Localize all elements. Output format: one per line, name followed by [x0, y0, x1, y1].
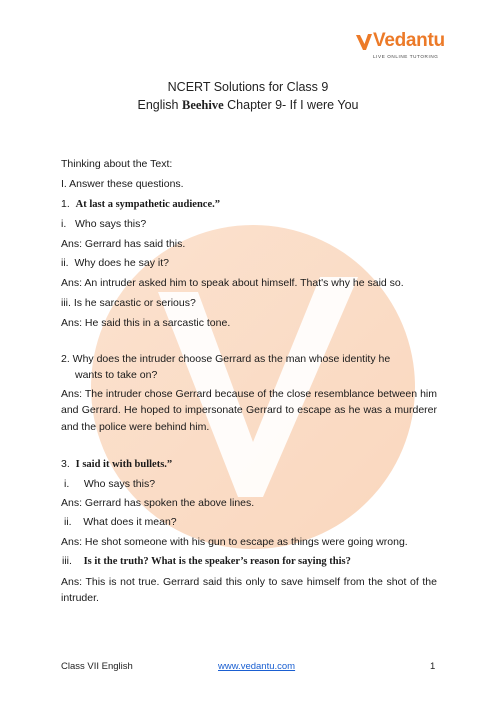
logo-tagline: LIVE ONLINE TUTORING: [373, 54, 439, 59]
footer-website-link[interactable]: www.vedantu.com: [218, 661, 296, 672]
question-3-i: i. Who says this?: [64, 478, 156, 490]
logo-brand: Vedantu: [373, 30, 445, 51]
page-subtitle: English Beehive Chapter 9- If I were You: [137, 98, 359, 112]
answer-1-iii: Ans: He said this in a sarcastic tone.: [61, 317, 231, 329]
section-heading: Thinking about the Text:: [61, 158, 173, 170]
vedantu-mark-icon: [355, 32, 373, 52]
footer-class-label: Class VII English: [61, 661, 133, 672]
answer-2: Ans: The intruder chose Gerrard because of the close resemblance between him and Gerrard. He hoped to impersonate Gerrard to escape as he was a murderer and the police were behind him.: [61, 388, 437, 433]
answer-1-ii: Ans: An intruder asked him to speak about himself. That's why he said so.: [61, 277, 404, 289]
vedantu-logo: [355, 28, 453, 68]
question-3-iii: iii. Is it the truth? What is the speaker’s reason for saying this?: [62, 555, 351, 567]
question-1: 1. At last a sympathetic audience.”: [61, 198, 220, 210]
question-2: 2. Why does the intruder choose Gerrard as the man whose identity he wants to take on?: [61, 353, 391, 381]
answer-3-i: Ans: Gerrard has spoken the above lines.: [61, 497, 255, 509]
question-3-ii: ii. What does it mean?: [64, 516, 177, 528]
answer-3-iii: Ans: This is not true. Gerrard said this only to save himself from the shot of the intruder.: [61, 576, 437, 605]
section-subheading: I. Answer these questions.: [61, 178, 184, 190]
page-number: 1: [430, 661, 436, 672]
question-1-i: i. Who says this?: [61, 218, 147, 230]
question-3: 3. I said it with bullets.”: [61, 458, 173, 470]
question-1-iii: iii. Is he sarcastic or serious?: [61, 297, 196, 309]
answer-3-ii: Ans: He shot someone with his gun to escape as things were going wrong.: [61, 536, 408, 548]
question-1-ii: ii. Why does he say it?: [61, 257, 169, 269]
page-title: NCERT Solutions for Class 9: [167, 80, 329, 94]
answer-1-i: Ans: Gerrard has said this.: [61, 238, 186, 250]
